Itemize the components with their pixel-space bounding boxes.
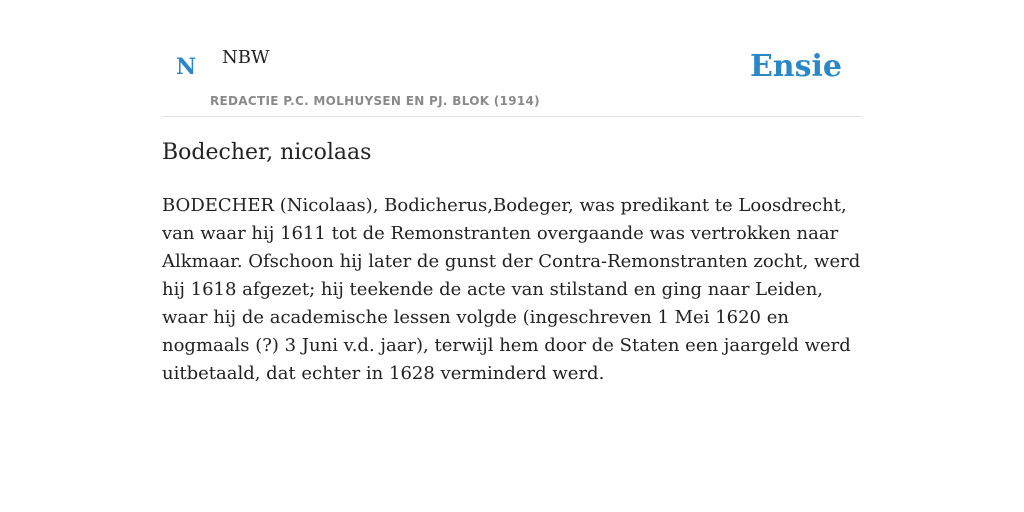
source-editors: REDACTIE P.C. MOLHUYSEN EN PJ. BLOK (1914) [210, 94, 540, 108]
source-name[interactable]: NBW [222, 47, 270, 68]
article-title: Bodecher, nicolaas [162, 140, 372, 165]
source-logo[interactable]: N [176, 54, 197, 80]
article-body: BODECHER (Nicolaas), Bodicherus,Bodeger, was predikant te Loosdrecht, van waar hij 1611 tot de Remonstranten overgaande was vertrokken naar Alkmaar. Ofschoon hij later de gunst der Contra-Remonstranten zocht, werd hij 1618 afgezet; hij teekende de acte van stilstand en ging naar Leiden, waar hij de academische lessen volgde (ingeschreven 1 Mei 1620 en nogmaals (?) 3 Juni v.d. jaar), terwijl hem door de Staten een jaargeld werd uitbetaald, dat echter in 1628 verminderd werd. [162, 195, 861, 384]
header [162, 0, 862, 117]
brand-logo[interactable]: Ensie [749, 49, 842, 84]
